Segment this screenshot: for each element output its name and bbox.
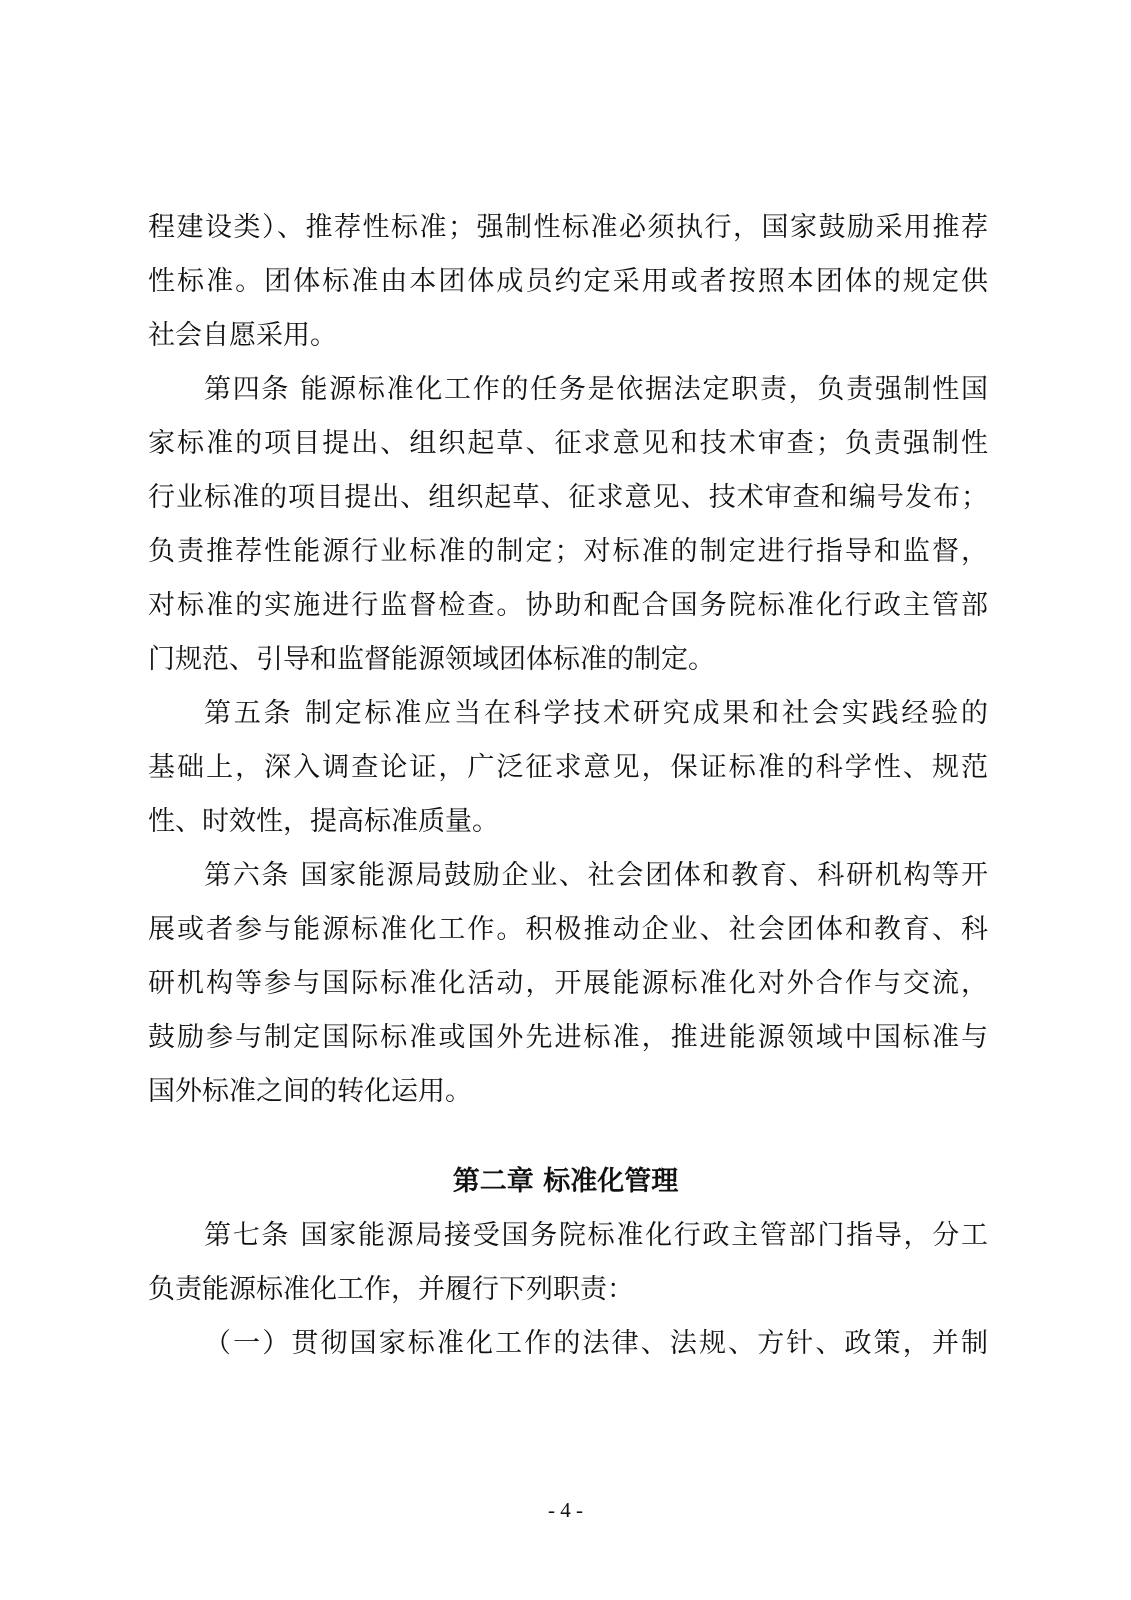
article-4-line: 门规范、引导和监督能源领域团体标准的制定。: [148, 644, 715, 675]
text-line: 社会自愿采用。: [148, 320, 337, 351]
article-4-line: 家标准的项目提出、组织起草、征求意见和技术审查；负责强制性: [148, 428, 988, 459]
text-line: 性标准。团体标准由本团体成员约定采用或者按照本团体的规定供: [148, 266, 988, 297]
article-6-line: 第六条 国家能源局鼓励企业、社会团体和教育、科研机构等开: [204, 860, 988, 891]
article-5-line: 基础上，深入调查论证，广泛征求意见，保证标准的科学性、规范: [148, 752, 988, 783]
text-line: 程建设类）、推荐性标准；强制性标准必须执行，国家鼓励采用推荐: [148, 212, 988, 243]
item-1-line: （一）贯彻国家标准化工作的法律、法规、方针、政策，并制: [204, 1328, 988, 1359]
article-6-line: 展或者参与能源标准化工作。积极推动企业、社会团体和教育、科: [148, 914, 988, 945]
article-7-line: 第七条 国家能源局接受国务院标准化行政主管部门指导，分工: [204, 1220, 988, 1251]
article-5-line: 性、时效性，提高标准质量。: [148, 806, 499, 837]
article-6-line: 国外标准之间的转化运用。: [148, 1076, 472, 1107]
article-4-line: 行业标准的项目提出、组织起草、征求意见、技术审查和编号发布；: [148, 482, 988, 513]
page-number: - 4 -: [548, 1498, 583, 1522]
article-7-line: 负责能源标准化工作，并履行下列职责：: [148, 1274, 634, 1305]
article-6-line: 研机构等参与国际标准化活动，开展能源标准化对外合作与交流，: [148, 968, 988, 999]
article-5-line: 第五条 制定标准应当在科学技术研究成果和社会实践经验的: [204, 698, 988, 729]
article-4-line: 对标准的实施进行监督检查。协助和配合国务院标准化行政主管部: [148, 590, 988, 621]
chapter-title: 第二章 标准化管理: [452, 1166, 679, 1197]
article-4-line: 第四条 能源标准化工作的任务是依据法定职责，负责强制性国: [204, 374, 988, 405]
article-4-line: 负责推荐性能源行业标准的制定；对标准的制定进行指导和监督，: [148, 536, 988, 567]
article-6-line: 鼓励参与制定国际标准或国外先进标准，推进能源领域中国标准与: [148, 1022, 988, 1053]
